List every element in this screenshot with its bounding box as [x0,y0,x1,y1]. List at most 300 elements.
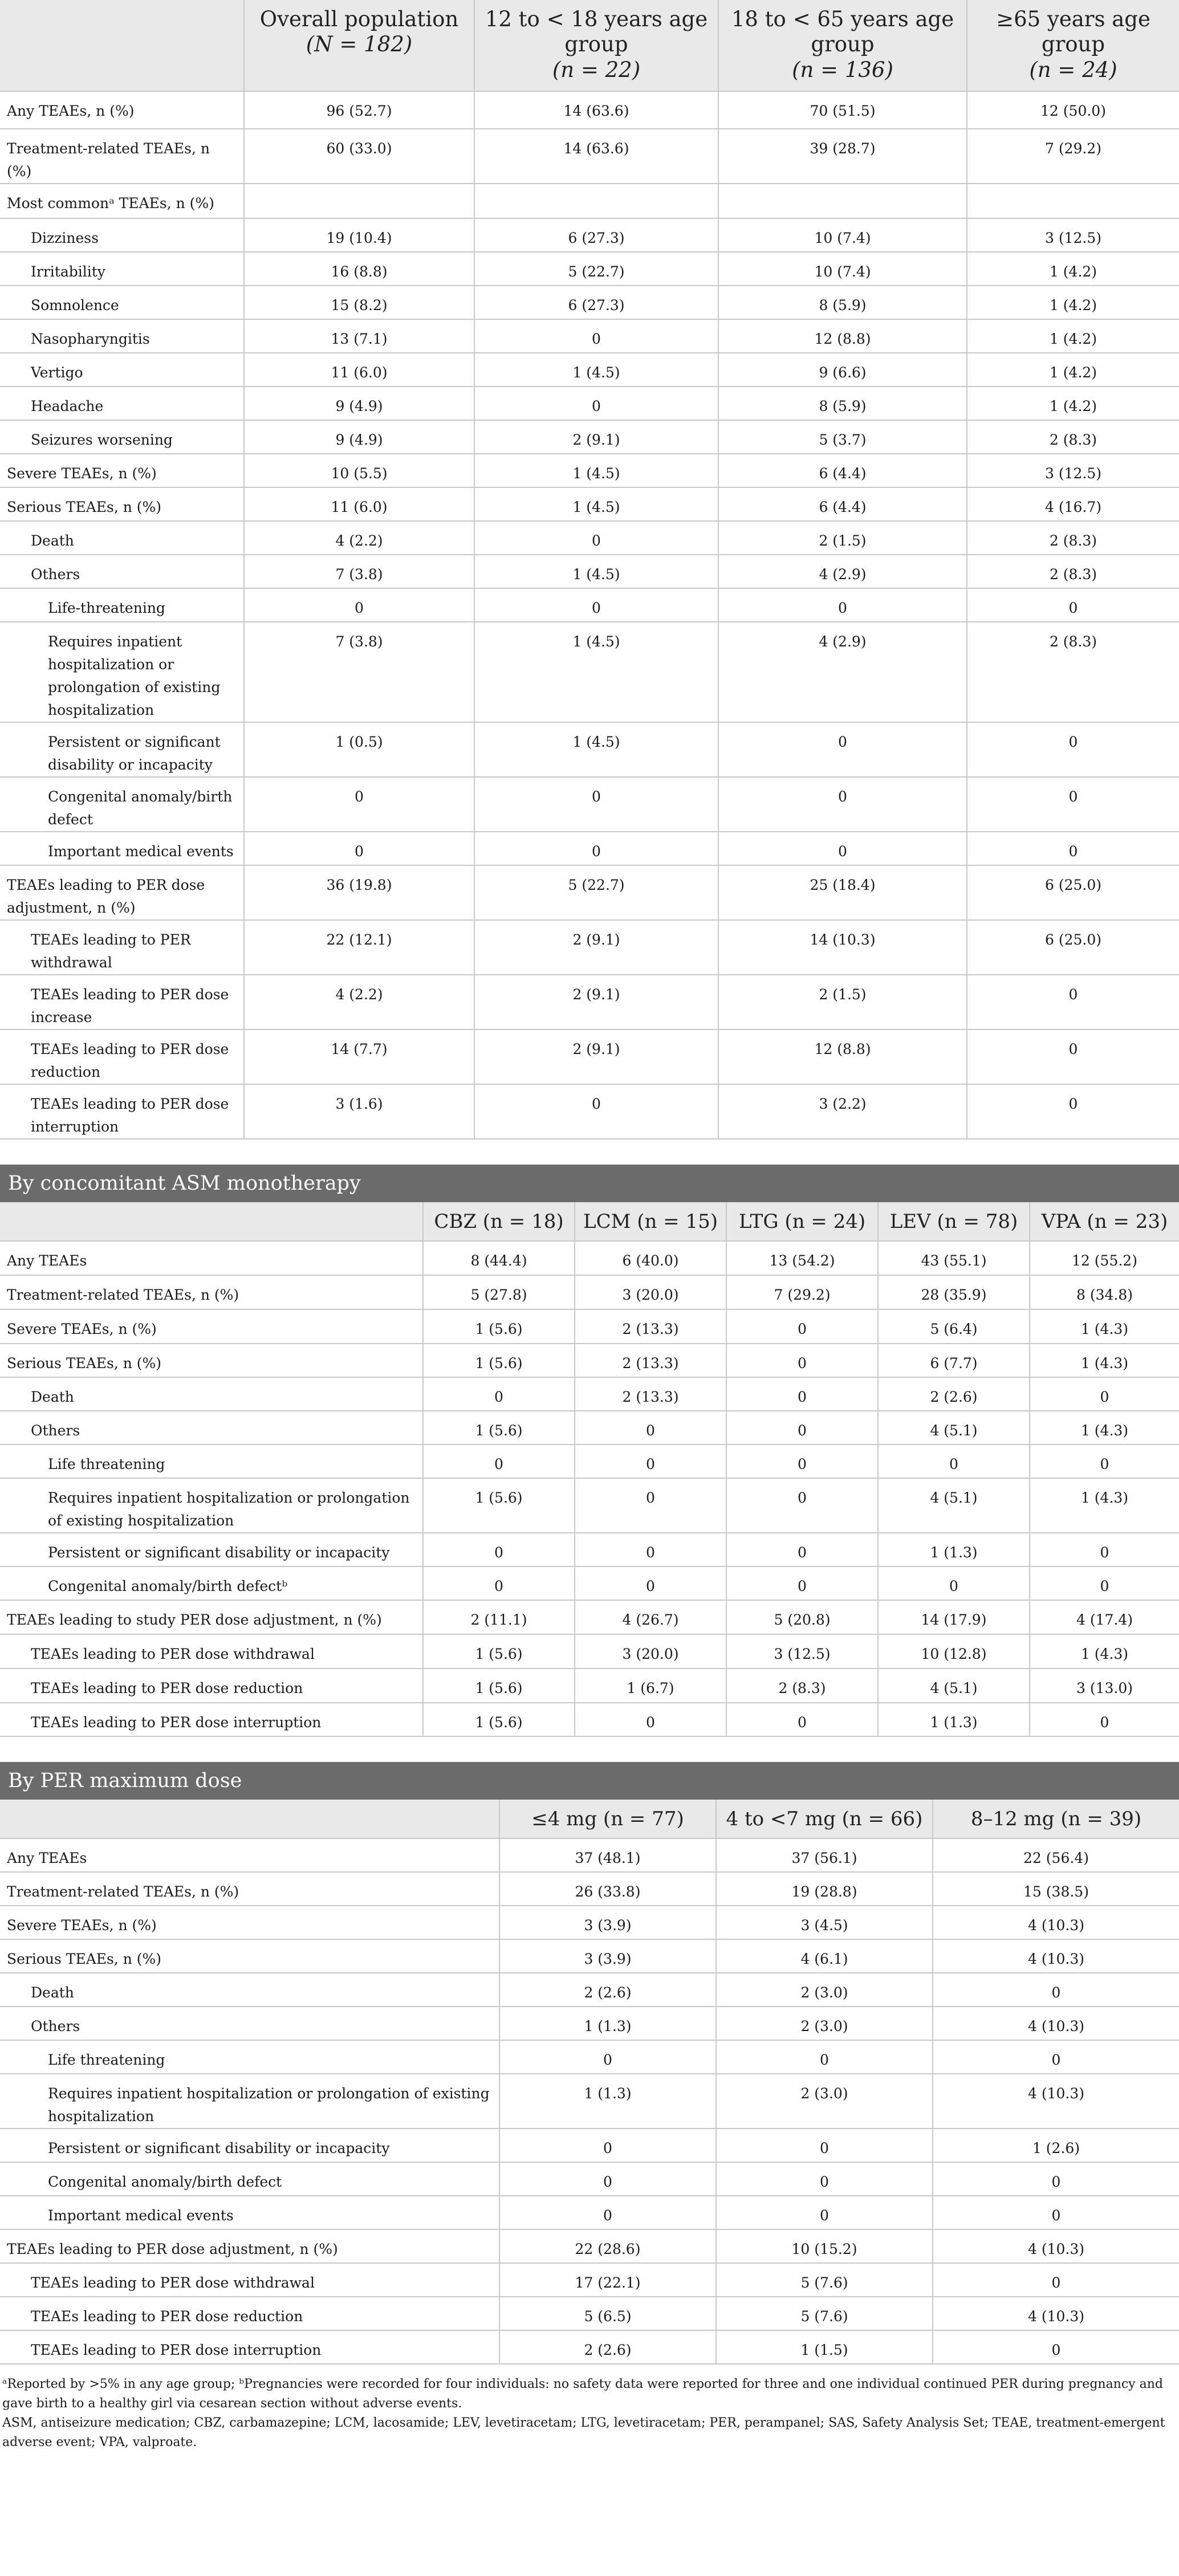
row-value: 0 [423,1444,575,1478]
row-value: 5 (22.7) [474,252,718,286]
row-value: 1 (4.5) [474,722,718,777]
row-value: 1 (5.6) [423,1478,575,1533]
row-label: Nasopharyngitis [0,319,244,353]
row-value: 0 [718,777,967,832]
table-row [0,2196,1179,2229]
table-row [0,2330,1179,2364]
row-value: 9 (6.6) [718,353,967,386]
row-value [474,184,718,218]
row-value: 4 (10.3) [933,2229,1179,2263]
row-value: 6 (27.3) [474,286,718,319]
table-row [0,2297,1179,2330]
row-label: TEAEs leading to PER dose interruption [0,1084,244,1139]
row-value: 3 (12.5) [967,218,1179,252]
row-label: Others [0,2007,499,2040]
table-row [0,832,1179,865]
row-value: 0 [967,832,1179,865]
row-label: Vertigo [0,353,244,386]
row-label: Somnolence [0,286,244,319]
row-value: 4 (10.3) [933,1906,1179,1939]
row-label: Severe TEAEs, n (%) [0,1906,499,1939]
row-value: 6 (25.0) [967,920,1179,975]
row-value: 4 (5.1) [878,1669,1030,1703]
table-row [0,2007,1179,2040]
row-value: 4 (26.7) [575,1600,726,1634]
row-value: 1 (4.2) [967,386,1179,420]
row-value: 25 (18.4) [718,865,967,920]
row-label: Requires inpatient hospitalization or prolongation of existing hospitalization [0,1478,423,1533]
row-value: 1 (4.3) [1030,1634,1179,1669]
row-value: 1 (4.5) [474,353,718,386]
row-value: 14 (7.7) [244,1029,474,1084]
dose-header-le4: ≤4 mg (n = 77) [499,1800,716,1838]
row-value: 0 [474,319,718,353]
row-value: 0 [716,2196,933,2229]
row-value: 1 (4.3) [1030,1478,1179,1533]
table-row [0,353,1179,386]
row-value: 10 (12.8) [878,1634,1030,1669]
table-row [0,184,1179,218]
row-value: 0 [967,1029,1179,1084]
row-value: 0 [474,832,718,865]
row-label: Any TEAEs [0,1838,499,1872]
row-value: 1 (1.5) [716,2330,933,2364]
table-row [0,1533,1179,1566]
row-value: 0 [499,2196,716,2229]
row-value: 5 (7.6) [716,2263,933,2297]
row-value: 1 (1.3) [878,1533,1030,1566]
table-row [0,252,1179,286]
row-label: TEAEs leading to PER dose interruption [0,1703,423,1736]
row-label: Severe TEAEs, n (%) [0,1309,423,1344]
table-row [0,386,1179,420]
row-value: 5 (20.8) [726,1600,878,1634]
row-value: 11 (6.0) [244,487,474,521]
row-value: 14 (17.9) [878,1600,1030,1634]
row-value: 1 (4.2) [967,353,1179,386]
row-label: Dizziness [0,218,244,252]
dose-table-body [0,1838,1179,2364]
row-value: 0 [1030,1566,1179,1600]
dose-header-label [0,1800,499,1838]
row-value: 6 (27.3) [474,218,718,252]
header-18-65: 18 to < 65 years age group (n = 136) [718,0,967,91]
row-value: 2 (3.0) [716,2074,933,2129]
row-value: 4 (10.3) [933,2074,1179,2129]
row-value: 10 (7.4) [718,252,967,286]
row-value: 17 (22.1) [499,2263,716,2297]
row-value: 3 (13.0) [1030,1669,1179,1703]
row-value: 3 (3.9) [499,1906,716,1939]
row-value: 43 (55.1) [878,1241,1030,1275]
row-value: 0 [878,1566,1030,1600]
row-value: 2 (8.3) [726,1669,878,1703]
row-value: 8 (5.9) [718,386,967,420]
asm-header-lev: LEV (n = 78) [878,1202,1030,1241]
row-value: 12 (8.8) [718,319,967,353]
row-value: 3 (1.6) [244,1084,474,1139]
header-12-18: 12 to < 18 years age group (n = 22) [474,0,718,91]
row-value: 2 (8.3) [967,555,1179,588]
table-row [0,1478,1179,1533]
row-value: 8 (34.8) [1030,1275,1179,1309]
asm-table [0,1202,1179,1737]
row-value: 0 [716,2129,933,2162]
row-value: 4 (6.1) [716,1939,933,1973]
row-value: 0 [878,1444,1030,1478]
row-value: 0 [716,2162,933,2196]
row-value: 22 (12.1) [244,920,474,975]
table-row [0,1669,1179,1703]
row-label: Congenital anomaly/birth defect [0,777,244,832]
footnote-1: ᵃReported by >5% in any age group; ᵇPregnancies were recorded for four individuals: no safety data were reported for three and one individual continued PER during pregnancy and gave birth to a healthy girl via cesarean section without adverse events. [2,2377,1163,2411]
table-row [0,975,1179,1029]
row-value: 1 (2.6) [933,2129,1179,2162]
row-label: Seizures worsening [0,420,244,454]
row-label: Life threatening [0,2040,499,2074]
table-row [0,1973,1179,2007]
row-value: 4 (2.2) [244,975,474,1029]
row-value: 1 (1.3) [499,2074,716,2129]
table-row [0,1566,1179,1600]
row-value: 13 (54.2) [726,1241,878,1275]
row-value: 1 (4.2) [967,319,1179,353]
row-value: 2 (9.1) [474,975,718,1029]
row-label: TEAEs leading to PER dose increase [0,975,244,1029]
row-value: 1 (1.3) [499,2007,716,2040]
row-label: Any TEAEs, n (%) [0,91,244,129]
row-value: 4 (10.3) [933,2007,1179,2040]
table-row [0,286,1179,319]
row-value: 0 [474,386,718,420]
row-label: Persistent or significant disability or incapacity [0,722,244,777]
row-value: 4 (2.9) [718,555,967,588]
row-value: 6 (25.0) [967,865,1179,920]
row-value: 7 (29.2) [967,129,1179,184]
row-value: 2 (8.3) [967,521,1179,555]
row-value: 0 [423,1533,575,1566]
row-value: 3 (2.2) [718,1084,967,1139]
row-value: 2 (9.1) [474,1029,718,1084]
row-label: Life threatening [0,1444,423,1478]
table-row [0,588,1179,622]
row-value: 12 (8.8) [718,1029,967,1084]
row-value: 1 (4.5) [474,622,718,722]
row-value: 0 [726,1309,878,1344]
row-value: 0 [1030,1533,1179,1566]
row-value: 8 (44.4) [423,1241,575,1275]
table-row [0,420,1179,454]
row-value: 7 (29.2) [726,1275,878,1309]
row-value: 19 (10.4) [244,218,474,252]
row-value: 10 (7.4) [718,218,967,252]
table-row [0,319,1179,353]
row-value: 0 [933,2263,1179,2297]
row-value: 2 (3.0) [716,1973,933,2007]
row-value: 2 (8.3) [967,420,1179,454]
table-row [0,91,1179,129]
dose-section-title: By PER maximum dose [0,1762,1179,1800]
row-value: 0 [726,1566,878,1600]
row-value: 19 (28.8) [716,1872,933,1906]
row-value: 3 (12.5) [726,1634,878,1669]
row-label: Serious TEAEs, n (%) [0,1939,499,1973]
row-value: 2 (13.3) [575,1377,726,1411]
table-row [0,1600,1179,1634]
table-row [0,2074,1179,2129]
row-value: 4 (16.7) [967,487,1179,521]
row-value: 13 (7.1) [244,319,474,353]
table-row [0,1703,1179,1736]
row-value: 1 (4.3) [1030,1309,1179,1344]
row-value: 0 [726,1533,878,1566]
row-label: Headache [0,386,244,420]
row-label: TEAEs leading to PER dose withdrawal [0,2263,499,2297]
table-row [0,1939,1179,1973]
row-value: 0 [726,1377,878,1411]
table-row [0,129,1179,184]
header-overall: Overall population (N = 182) [244,0,474,91]
row-value: 0 [474,777,718,832]
asm-header-vpa: VPA (n = 23) [1030,1202,1179,1241]
table-row [0,2040,1179,2074]
row-label: Persistent or significant disability or incapacity [0,2129,499,2162]
row-label: Others [0,555,244,588]
row-value: 0 [575,1566,726,1600]
asm-section-title: By concomitant ASM monotherapy [0,1165,1179,1202]
header-label-col [0,0,244,91]
row-value: 3 (20.0) [575,1275,726,1309]
row-value: 0 [967,1084,1179,1139]
row-value: 26 (33.8) [499,1872,716,1906]
row-value: 12 (50.0) [967,91,1179,129]
row-value: 0 [499,2040,716,2074]
table-row [0,1838,1179,1872]
row-value: 37 (56.1) [716,1838,933,1872]
row-value: 0 [718,832,967,865]
row-value: 0 [575,1533,726,1566]
row-value: 0 [716,2040,933,2074]
row-label: Important medical events [0,2196,499,2229]
row-value: 1 (4.3) [1030,1411,1179,1444]
row-value [967,184,1179,218]
row-value: 39 (28.7) [718,129,967,184]
asm-header-ltg: LTG (n = 24) [726,1202,878,1241]
row-label: TEAEs leading to PER dose reduction [0,2297,499,2330]
row-label: TEAEs leading to PER dose withdrawal [0,1634,423,1669]
table-row [0,2129,1179,2162]
row-label: Important medical events [0,832,244,865]
row-value: 4 (17.4) [1030,1600,1179,1634]
row-value: 7 (3.8) [244,555,474,588]
row-value: 0 [726,1478,878,1533]
row-value: 0 [474,521,718,555]
table-row [0,1275,1179,1309]
dose-header-row [0,1800,1179,1838]
row-value: 22 (28.6) [499,2229,716,2263]
row-value: 6 (4.4) [718,454,967,487]
spacer [0,1737,1179,1762]
row-value: 22 (56.4) [933,1838,1179,1872]
row-value: 9 (4.9) [244,420,474,454]
table-row [0,1634,1179,1669]
row-label: Treatment-related TEAEs, n (%) [0,1275,423,1309]
table-row [0,920,1179,975]
asm-header-lcm: LCM (n = 15) [575,1202,726,1241]
row-value: 1 (4.5) [474,555,718,588]
row-value: 0 [718,722,967,777]
row-value: 1 (5.6) [423,1703,575,1736]
row-value: 2 (13.3) [575,1344,726,1377]
table-row [0,777,1179,832]
table-row [0,722,1179,777]
row-value: 0 [499,2162,716,2196]
header-65-plus: ≥65 years age group (n = 24) [967,0,1179,91]
asm-header-label [0,1202,423,1241]
row-value: 0 [244,588,474,622]
row-value [244,184,474,218]
age-group-table-body [0,91,1179,1139]
row-value: 96 (52.7) [244,91,474,129]
row-value: 0 [1030,1703,1179,1736]
table-row [0,555,1179,588]
row-value: 14 (63.6) [474,91,718,129]
table-row [0,1344,1179,1377]
row-label: Congenital anomaly/birth defectᵇ [0,1566,423,1600]
row-value: 5 (27.8) [423,1275,575,1309]
table-row [0,1029,1179,1084]
row-label: Treatment-related TEAEs, n (%) [0,1872,499,1906]
row-label: TEAEs leading to PER dose adjustment, n (%) [0,2229,499,2263]
row-label: TEAEs leading to PER dose interruption [0,2330,499,2364]
row-label: TEAEs leading to PER dose reduction [0,1029,244,1084]
row-value: 4 (2.9) [718,622,967,722]
table-row [0,454,1179,487]
asm-header-cbz: CBZ (n = 18) [423,1202,575,1241]
row-label: Death [0,1377,423,1411]
row-value: 2 (2.6) [499,1973,716,2007]
row-value: 16 (8.8) [244,252,474,286]
table-row [0,218,1179,252]
row-label: Others [0,1411,423,1444]
table-row [0,2263,1179,2297]
table-row [0,1241,1179,1275]
row-value: 0 [575,1411,726,1444]
row-value: 1 (4.2) [967,286,1179,319]
footnotes [0,2365,1179,2452]
row-value: 0 [499,2129,716,2162]
table-row [0,1444,1179,1478]
asm-header-row [0,1202,1179,1241]
spacer [0,1140,1179,1165]
row-label: TEAEs leading to PER dose adjustment, n (%) [0,865,244,920]
row-value: 0 [474,1084,718,1139]
row-value: 2 (9.1) [474,420,718,454]
dose-header-4-7: 4 to <7 mg (n = 66) [716,1800,933,1838]
row-value: 8 (5.9) [718,286,967,319]
row-label: Requires inpatient hospitalization or prolongation of existing hospitalization [0,2074,499,2129]
row-value: 0 [933,2196,1179,2229]
row-value: 0 [718,588,967,622]
dose-header-8-12: 8–12 mg (n = 39) [933,1800,1179,1838]
footnote-2: ASM, antiseizure medication; CBZ, carbamazepine; LCM, lacosamide; LEV, levetiracetam; LTG, levetiracetam; PER, perampanel; SAS, Safety Analysis Set; TEAE, treatment-emergent adverse event; VPA, valproate. [2,2416,1165,2450]
row-value: 0 [244,777,474,832]
row-value: 4 (2.2) [244,521,474,555]
row-value: 0 [726,1411,878,1444]
row-value: 0 [933,1973,1179,2007]
row-value: 12 (55.2) [1030,1241,1179,1275]
row-value [718,184,967,218]
row-value: 1 (6.7) [575,1669,726,1703]
row-value: 0 [726,1344,878,1377]
row-value: 1 (4.2) [967,252,1179,286]
row-label: TEAEs leading to study PER dose adjustment, n (%) [0,1600,423,1634]
row-value: 6 (40.0) [575,1241,726,1275]
row-label: Congenital anomaly/birth defect [0,2162,499,2196]
row-value: 5 (6.5) [499,2297,716,2330]
row-value: 70 (51.5) [718,91,967,129]
row-value: 0 [967,975,1179,1029]
row-value: 1 (5.6) [423,1411,575,1444]
row-value: 3 (12.5) [967,454,1179,487]
row-label: Serious TEAEs, n (%) [0,1344,423,1377]
row-value: 3 (3.9) [499,1939,716,1973]
row-value: 1 (5.6) [423,1669,575,1703]
row-value: 2 (9.1) [474,920,718,975]
row-value: 60 (33.0) [244,129,474,184]
row-value: 10 (15.2) [716,2229,933,2263]
dose-table [0,1800,1179,2365]
row-label: Severe TEAEs, n (%) [0,454,244,487]
table-row [0,487,1179,521]
row-value: 14 (63.6) [474,129,718,184]
row-value: 5 (7.6) [716,2297,933,2330]
row-value: 0 [575,1703,726,1736]
table-row [0,865,1179,920]
table-row [0,622,1179,722]
row-label: TEAEs leading to PER withdrawal [0,920,244,975]
row-label: Any TEAEs [0,1241,423,1275]
row-value: 7 (3.8) [244,622,474,722]
asm-table-body [0,1241,1179,1736]
row-value: 15 (8.2) [244,286,474,319]
row-value: 0 [423,1377,575,1411]
row-value: 2 (1.5) [718,975,967,1029]
row-value: 0 [967,777,1179,832]
row-value: 0 [244,832,474,865]
row-value: 2 (11.1) [423,1600,575,1634]
row-value: 1 (5.6) [423,1634,575,1669]
row-label: Most commonᵃ TEAEs, n (%) [0,184,244,218]
row-value: 28 (35.9) [878,1275,1030,1309]
row-value: 0 [423,1566,575,1600]
row-value: 0 [575,1444,726,1478]
row-value: 2 (2.6) [499,2330,716,2364]
row-value: 1 (4.5) [474,454,718,487]
age-group-table [0,0,1179,1140]
row-value: 37 (48.1) [499,1838,716,1872]
row-value: 2 (1.5) [718,521,967,555]
row-value: 2 (13.3) [575,1309,726,1344]
table-row [0,521,1179,555]
row-label: Death [0,521,244,555]
row-label: Persistent or significant disability or incapacity [0,1533,423,1566]
row-value: 3 (4.5) [716,1906,933,1939]
table-row [0,2229,1179,2263]
row-value: 2 (8.3) [967,622,1179,722]
row-value: 10 (5.5) [244,454,474,487]
row-value: 1 (1.3) [878,1703,1030,1736]
